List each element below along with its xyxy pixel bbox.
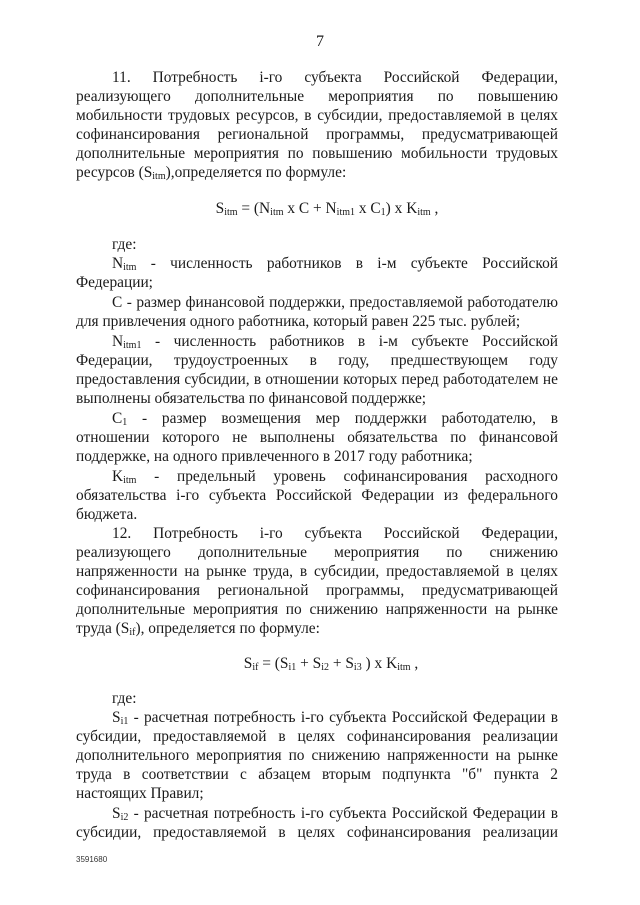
definition-n-itm: $N_{itm}$ - численность работников в i-м субъекте Российской Федерации;	[76, 255, 558, 291]
item-12-text: 12. Потребность i-го субъекта Российской Федерации, реализующего дополнительные мероприятия по снижению напряженности на рынке труда, в субсидии, предоставляемой в целях софинансирования региональной программы, предусматривающей дополнительные мероприятия по снижению напряженности на рынке труда (	[76, 525, 558, 637]
definition-n-itm1: $N_{itm1}$ - численность работников в i-м субъекте Российской Федерации, трудоустроенных в году, предшествующем году предоставления субсидии, в отношении которых перед работодателем не выполнены обязательства по финансовой поддержке;	[76, 333, 558, 407]
item-11-text: 11. Потребность i-го субъекта Российской Федерации, реализующего дополнительные мероприятия по повышению мобильности трудовых ресурсов, в субсидии, предоставляемой в целях софинансирования региональной программы, предусматривающей дополнительные мероприятия по повышению мобильности трудовых ресурсов (	[76, 69, 558, 181]
definition-s-i2: $S_{i2}$ - расчетная потребность i-го субъекта Российской Федерации в субсидии, предоставляемой в целях софинансирования реализации	[76, 805, 558, 841]
document-body	[76, 68, 558, 842]
page-number: 7	[316, 33, 324, 50]
where-label-item-11: где:	[112, 236, 137, 253]
item-12-symbol: $S_{if}$	[120, 620, 136, 638]
paragraph-item-11	[76, 68, 558, 182]
definition-c1: $C_1$ - размер возмещения мер поддержки работодателю, в отношении которого не выполнены обязательства по финансовой поддержке, на одного привлеченного в 2017 году работника;	[76, 410, 558, 465]
document-id: 3591680	[76, 855, 108, 864]
where-label-item-12: где:	[112, 690, 137, 707]
definition-s-i1: $S_{i1}$ - расчетная потребность i-го субъекта Российской Федерации в субсидии, предоставляемой в целях софинансирования реализации дополнительного мероприятия по снижению напряженности на рынке труда в соответствии с абзацем вторым подпункта "б" пункта 2 настоящих Правил;	[76, 709, 558, 802]
formula-item-11: $S_{itm} = (N_{itm}$ x $C + N_{itm1}$ x $C_1$) x $K_{itm}$ ,	[215, 200, 439, 218]
item-11-text-end: ),определяется по формуле:	[165, 164, 347, 181]
definition-c: C - размер финансовой поддержки, предоставляемой работодателю для привлечения одного работника, который равен 225 тыс. рублей;	[76, 294, 558, 330]
formula-item-12: $S_{if} = (S_{i1} + S_{i2} + S_{i3}$ ) x $K_{itm}$ ,	[243, 655, 419, 673]
item-12-text-end: ), определяется по формуле:	[135, 620, 320, 637]
definition-k-itm: $K_{itm}$ - предельный уровень софинансирования расходного обязательства i-го субъекта Российской Федерации из федерального бюджета.	[76, 468, 558, 523]
paragraph-item-12	[76, 524, 558, 638]
item-11-symbol: $S_{itm}$	[143, 164, 166, 182]
